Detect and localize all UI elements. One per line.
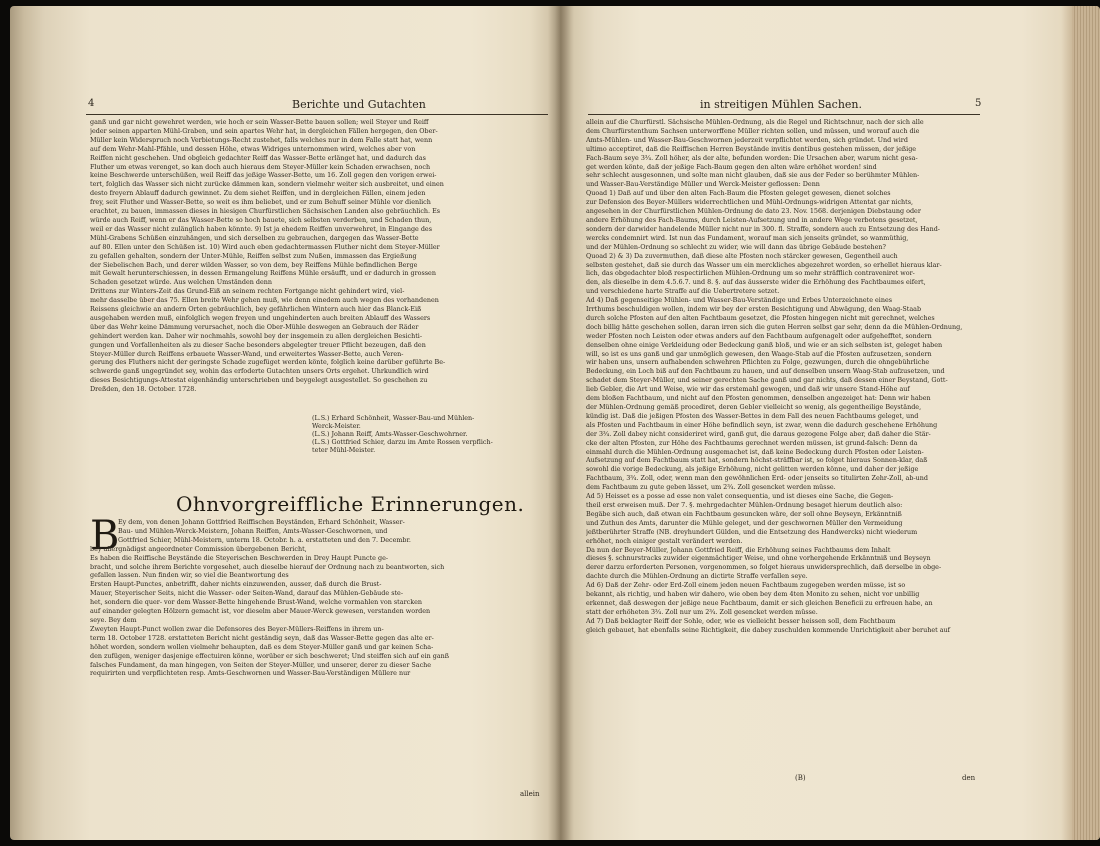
text-line: Fachtbaum, 3¾. Zoll, oder, wenn man den gewöhnlichen Erd- oder jenseits so titulirten Zehr-Zoll, ab-und (586, 474, 928, 483)
text-line: (L.S.) Gottfried Schier, darzu im Amte Rossen verpflich- (312, 438, 493, 446)
text-line: Schaden gesetzet würde. Aus welchen Umständen denn (90, 278, 273, 287)
right-catchword: den (962, 774, 976, 782)
text-line: Ersten Haupt-Punctes, anbetrifft, daher nichts einzuwenden, ausser, daß durch die Brust- (90, 580, 382, 589)
text-line: und der Mühlen-Ordnung so schlecht zu wider, wie will dann das übrige Gebäude bestehen? (586, 242, 886, 251)
right-body-text (586, 118, 982, 635)
text-line: Reiffen nicht geschehen. Und obgleich gedachter Reiff das Wasser-Bette erlänget hat, und dadurch das (90, 153, 426, 162)
text-line: Ad 4) Daß gegenseitige Mühlen- und Wasser-Bau-Verständige und Erbes Unterzeichnete eines (586, 296, 893, 305)
text-line: weil er das Wasser nicht zulänglich haben könnte. 9) Ist ja ehedem Reiffen unverwehret, in Eingange des (90, 224, 432, 233)
left-header-rule (86, 114, 548, 115)
text-line: der Mühlen-Ordnung gemäß procediret, deren Gebler vielleicht so wenig, als gegentheilige Beystände, (586, 403, 922, 411)
text-line: auf dem Wehr-Mahl-Pfähle, und dessen Höhe, etwas Widriges unternommen wird, welches aber von (90, 144, 416, 153)
text-line: denselben ohne einige Verkleidung oder Bedeckung ganß bloß, und wie er an sich selbsten ist, geleget haben (586, 340, 943, 349)
section-body-text (90, 513, 548, 678)
text-line: jeßtberührter Straffe (NB. dreyhundert Gülden, und die Entsetzung des Handwercks) nicht wiederum (586, 527, 918, 536)
text-line: Quoad 2) & 3) Da zuvermuthen, daß diese alte Pfosten noch stärcker gewesen, Gegentheil auch (586, 251, 898, 260)
text-line: dachte durch die Mühlen-Ordnung an dictirte Straffe verfallen seye. (586, 572, 808, 581)
text-line: der Siebelischen Bach, und derer wilden Wasser, so von dem, bey Reiffens Mühle befindlichen Berge (90, 260, 418, 269)
text-line: Werck-Meister. (312, 422, 361, 430)
text-line: Ey dem, von denen Johann Gottfried Reiffischen Beyständen, Erhard Schönheit, Wasser- (118, 518, 405, 526)
text-line: dieses Besichtigungs-Attestat eigenhändig unterschrieben und beygelegt ausgestellet. So geschehen zu (90, 376, 428, 385)
text-line: sowohl die vorige Bedeckung, als jeßige Erhöhung, nicht gelitten werden könne, und daher der jeßige (586, 465, 919, 474)
text-line: get werden könte, daß der jeßige Fach-Baum gegen den alten wäre erhöhet worden! sind (586, 162, 877, 171)
text-line: auf einander gelegten Hölzern gemacht ist, vor dieselm aber Mauer-Werck gewesen, verstanden worden (90, 607, 431, 616)
text-line: ausgehaben werden muß, einfolglich wegen freyen und ungehinderten auch breiten Ablauff des Wassers (90, 313, 431, 322)
text-line: schadet dem Steyer-Müller, und seiner gerechten Sache ganß und gar nichts, daß dessen einer Beystand, Gott- (586, 376, 948, 385)
text-line: mehr dasselbe über das 75. Ellen breite Wehr gehen muß, wie denn einedem auch wegen des vorhandenen (90, 296, 439, 305)
text-line: Ad 7) Daß beklagter Reiff der Sohle, oder, wie es vielleicht besser heissen soll, dem Fachtbaum (586, 616, 896, 625)
text-line: ganß und gar nicht gewehret werden, wie hoch er sein Wasser-Bette bauen sollen; weil Steyer und Reiff (90, 118, 429, 126)
text-line: und Wasser-Bau-Verständige Müller und Werck-Meister geflossen: Denn (586, 180, 820, 189)
text-line: theil erst erweisen muß. Der 7. §. mehrgedachter Mühlen-Ordnung besaget hierum deutlich also: (586, 500, 903, 509)
text-line: durch solche Pfosten auf den alten Fachtbaum gesetzet, die Pfosten hingegen nicht mit gerechnet, welches (586, 313, 935, 322)
text-line: seye. Bey dem (90, 615, 137, 624)
text-line: term 18. October 1728. erstatteten Bericht nicht geständig seyn, daß das Wasser-Bette gegen das alte er- (90, 633, 434, 642)
text-line: tert, folglich das Wasser sich nicht zurücke dämmen kan, sondern vielmehr weiter sich ausbreitet, und einen (90, 180, 444, 189)
text-line: Irrthums beschuldigen wollen, indem wir bey der ersten Besichtigung und Abwägung, den Waag-Staab (586, 305, 922, 314)
text-line: dem Fachtbaum zu gute geben lässet, um 2¾. Zoll gesencket werden müsse. (586, 483, 836, 492)
text-line: höhet worden, sondern wollen vielmehr behaupten, daß es dem Steyer-Müller ganß und gar keinen Scha- (90, 642, 434, 651)
text-line: Müller kein Widerspruch noch Verbietungs-Recht zustehet, falls welches nur in dem Falle statt hat, wenn (90, 135, 433, 144)
text-line: het, sondern die quer- vor dem Wasser-Bette hingehende Brust-Wand, welche vormahlen von starcken (90, 598, 422, 607)
text-line: wir haben uns, unsern aufhabenden schwehren Pflichten zu Folge, gezwungen, durch die ohngebührliche (586, 358, 930, 367)
text-line: den zufügen, weniger dasjenige effectuiren könne, worüber er sich beschweret; Und steiffen sich auf ein ganß (90, 651, 450, 660)
text-line: Quoad 1) Daß auf und über den alten Fach-Baum die Pfosten geleget gewesen, dienet solches (586, 189, 891, 198)
text-line: derer darzu erforderten Personen, vorgenommen, so folget hieraus unwidersprechlich, daß derselbe in obge- (586, 563, 942, 572)
text-line: andere Erhöhung des Fach-Baums, durch Leisten-Aufsetzung und in andere Wege verbotens gesetzet, (586, 215, 918, 224)
text-line: auf 80. Ellen unter den Schüßen ist. 10) Wird auch eben gedachtermassen Fluther nicht dem Steyer-Müller (90, 242, 440, 251)
text-line: würde auch Reiff, wenn er das Wasser-Bette so hoch bauete, sich selbsten verderben, und Schaden thun, (90, 215, 432, 224)
text-line: sehr schlecht ausgesonnen, und solte man nicht glauben, daß sie aus der Feder so berühmter Mühlen- (586, 171, 920, 180)
text-line: gefallen lassen. Nun finden wir, so viel die Beantwortung des (90, 571, 289, 580)
text-line: selbsten gestehet, daß sie durch das Wasser um ein merckliches abgezehret worden, so erhellet hieraus klar- (586, 260, 942, 269)
right-header-rule (588, 114, 980, 115)
page-edges (1072, 6, 1100, 840)
text-line: und Zuthun des Amts, darunter die Mühle geleget, und der geschwornen Müller den Vermeidung (586, 518, 903, 527)
text-line: Drittens zur Winters-Zeit das Grund-Eiß an seinem rechten Fortgange nicht gehindert wird, viel- (90, 287, 405, 296)
text-line: Ad 5) Heisset es a posse ad esse non valet consequentia, und ist dieses eine Sache, die Gegen- (586, 492, 894, 501)
text-line: keine Beschwerde unterschüßen, weil Reiff das jeßige Wasser-Bette, um 16. Zoll gegen den vorigen erwei- (90, 171, 437, 180)
text-line: lich, das obgedachter bloß respectirlichen Mühlen-Ordnung um so mehr sträfflich contraveniret wor- (586, 269, 915, 278)
text-line: falsches Fundament, da man hingegen, von Seiten der Steyer-Müller, und unserer, derer zu dieser Sache (90, 660, 432, 669)
text-line: (L.S.) Johann Reiff, Amts-Wasser-Geschwohrner. (312, 430, 468, 438)
text-line: Fluther um etwas verenget, so kan doch auch hieraus dem Steyer-Müller kein Schaden erwachsen, noch (90, 162, 431, 171)
text-line: Reissens gleichwie an andern Orten gebräuchlich, bey gefährlichen Wintern auch hier das Blanck-Eiß (90, 305, 422, 314)
left-running-head: Berichte und Gutachten (292, 98, 426, 111)
text-line: weder Pfosten noch Leisten oder etwas anders auf den Fachtbaum aufgenagelt oder aufgehefftet, sondern (586, 331, 932, 340)
text-line: der 3¾. Zoll dabey nicht consideriret wird, ganß gut, die daraus gezogene Folge aber, daß daher die Stär- (586, 429, 931, 438)
text-line: gleich gebauet, hat ebenfalls seine Richtigkeit, die dabey zuschulden kommende Unrichtigkeit aber beruhet auf (586, 625, 951, 634)
text-line: erhöhet, noch einiger gestalt verändert werden. (586, 536, 743, 545)
text-line: Zweyten Haupt-Punct wollen zwar die Defensores des Beyer-Müllers-Reiffens in ihrem un- (90, 624, 384, 633)
text-line: zur Defension des Beyer-Müllers widerrechtlichen und Mühl-Ordnungs-widrigen Attentat gar nichts, (586, 198, 914, 207)
text-line: Begäbe sich auch, daß etwan ein Fachtbaum gesuncken wäre, der soll ohne Beyseyn, Erkänntniß (586, 509, 902, 518)
text-line: Es haben die Reiffische Beystände die Steyerischen Beschwerden in Drey Haupt Puncte ge- (90, 553, 389, 562)
text-line: angesehen in der Churfürstlichen Mühlen-Ordnung de dato 23. Nov. 1568. derjenigen Diebstaung oder (586, 207, 921, 216)
text-line: gerung des Fluthers nicht der geringste Schade zugefüget werden könte, folglich keine darüber geführte Be- (90, 358, 446, 367)
text-line: cke der alten Pfosten, zur Höhe des Fachtbaums gerechnet werden müssen, ist grund-falsch: Denn da (586, 438, 918, 447)
text-line: ultimo acceptiret, daß die Reiffischen Herren Beystände invitis dentibus gestehen müssen, der jeßige (586, 144, 917, 153)
text-line: bracht, und solche ihrem Berichte vorgesehet, auch dieselbe hierauf der Ordnung nach zu beantworten, sich (90, 562, 445, 571)
text-line: (L.S.) Erhard Schönheit, Wasser-Bau-und Mühlen- (312, 414, 475, 422)
text-line: einmahl durch die Mühlen-Ordnung ausgemachet ist, daß keine Bedeckung durch Pfosten oder Leisten- (586, 447, 924, 456)
text-line: doch billig hätte geschehen sollen, daran irren sich die guten Herren selbst gar sehr, denn da die Mühlen-Ordnung, (586, 322, 963, 331)
text-line: bey allergnädigst angeordneter Commission übergebenen Bericht, (90, 544, 307, 553)
right-running-head: in streitigen Mühlen Sachen. (700, 98, 862, 111)
text-line: dieses §. schnurstracks zuwider eigenmächtiger Weise, und ohne vorhergehende Erkänntniß und Beyseyn (586, 554, 931, 563)
text-line: Da nun der Beyer-Müller, Johann Gottfried Reiff, die Erhöhung seines Fachtbaums dem Inhalt (586, 545, 891, 554)
signature-mark: (B) (795, 774, 806, 782)
drop-cap: B (90, 513, 120, 559)
text-line: erkennet, daß deswegen der jeßige neue Fachtbaum, damit er sich gleichen Beneficii zu erfreuen habe, an (586, 598, 933, 607)
text-line: bekannt, als richtig, und haben wir dahero, wie oben bey dem 4ten Monito zu sehen, nicht vor unbillig (586, 590, 920, 599)
text-line: dem bloßen Fachtbaum, und nicht auf den Pfosten genommen, denselben angezeiget hat: Denn wir haben (586, 394, 931, 403)
text-line: gehindert werden kan. Daher wir nochmahls, sowohl bey der insgemein zu allen dergleichen Besichti- (90, 331, 422, 340)
text-line: als Pfosten und Fachtbaum in einer Höhe befindlich seyn, ist zwar, wenn die dadurch geschehene Erhöhung (586, 420, 938, 429)
text-line: will, so ist es uns ganß und gar unmöglich gewesen, den Waage-Stab auf die Pfosten aufzusetzen, sondern (586, 349, 932, 358)
text-line: erachtet, zu bauen, immassen dieses in hiesigen Churfürstlichen Sächsischen Landen also gebräuchlich. Es (90, 207, 441, 216)
text-line: lieb Gebler, die Art und Weise, wie wir das erstemahl gewogen, und daß wir unsere Stand-Höhe auf (586, 385, 910, 394)
text-line: mit Gewalt herunterschiessen, in dessen Ermangelung Reiffens Mühle ersäufft, und er dadurch in grossen (90, 269, 436, 278)
left-page-number: 4 (88, 98, 95, 109)
text-line: Gottfried Schier, Mühl-Meistern, unterm 18. Octobr. h. a. erstatteten und den 7. Decembr. (118, 535, 411, 544)
text-line: dem Churfürstenthum Sachsen unterworffene Müller richten sollen, und müssen, und worauf auch die (586, 126, 920, 135)
text-line: und verschiedene harte Straffe auf die Uebertretere setzet. (586, 287, 780, 296)
text-line: jeder seinen apparten Mühl-Graben, und sein apartes Wehr hat, in dergleichen Fällen hergegen, den Ober- (90, 126, 438, 135)
signature-block (312, 414, 548, 454)
book-gutter (548, 6, 574, 840)
text-line: Ad 6) Daß der Zehr- oder Erd-Zoll einem jeden neuen Fachtbaum zugegeben werden müsse, ist so (586, 581, 906, 590)
section-title: Ohnvorgreiffliche Erinnerungen. (176, 492, 525, 516)
left-body-text (90, 118, 548, 394)
text-line: Aufsetzung auf dem Fachtbaum statt hat, sondern höchst-sträffbar ist, so folget hieraus Sonnen-klar, daß (586, 456, 928, 465)
text-line: Steyer-Müller durch Reiffens erbauete Wasser-Wand, und erweitertes Wasser-Bette, auch Veren- (90, 349, 404, 358)
right-page-number: 5 (975, 98, 982, 109)
text-line: kündig ist. Daß die jeßigen Pfosten des Wasser-Bettes in dem Fall des neuen Fachtbaums geleget, und (586, 411, 919, 420)
text-line: requirirten und verpflichteten resp. Amts-Geschwornen und Wasser-Bau-Verständigen Müllere nur (90, 669, 411, 678)
text-line: über das Wehr keine Dämmung verursachet, noch die Ober-Mühle deswegen an Gebrauch der Räder (90, 322, 419, 331)
text-line: Dreßden, den 18. October. 1728. (90, 385, 197, 394)
text-line: Bedeckung, ein Loch biß auf den Fachtbaum zu hauen, und auf denselben unsern Waag-Stab aufzusetzen, und (586, 367, 945, 376)
text-line: Mauer, Steyerischer Seits, nicht die Wasser- oder Seiten-Wand, darauf das Mühlen-Gebäude ste- (90, 589, 403, 598)
text-line: Bau- und Mühlen-Werck-Meistern, Johann Reiffen, Amts-Wasser-Geschwornen, und (118, 526, 388, 535)
text-line: frey, seit Fluther und Wasser-Bette, so weit es ihm beliebet, und er zum Behuff seiner Mühle vor dienlich (90, 198, 431, 207)
text-line: wercks condemnirt wird. Ist nun das Fundament, worauf man sich jenseits gründet, so wanmüthig, (586, 233, 909, 242)
text-line: sondern der darwider handelende Müller nicht nur in 300. fl. Straffe, sondern auch zu Entsetzung des Hand- (586, 224, 940, 233)
text-line: desto freyern Ablauff dadurch gewinnet. Zu dem siehet Reiffen, und in dergleichen Fällen, einem jeden (90, 189, 426, 198)
text-line: zu gefallen gehalten, sondern der Unter-Mühle, Reiffen selbst zum Nußen, immassen das Ergießung (90, 251, 417, 260)
text-line: teter Mühl-Meister. (312, 446, 376, 454)
text-line: statt der erhöheten 3¾. Zoll nur um 2¾. Zoll gesencket werden müsse. (586, 607, 818, 616)
text-line: Amts-Mühlen- und Wasser-Bau-Geschwornen jederzeit verpflichtet werden, sich gründet. Und wird (586, 135, 908, 144)
text-line: allein auf die Churfürstl. Sächsische Mühlen-Ordnung, als die Regel und Richtschnur, nach der sich alle (586, 118, 924, 126)
text-line: gungen und Vorfallenheiten als zu dieser Sache besonders abgelegter treuer Pflicht bezeugen, daß den (90, 340, 426, 349)
text-line: schwerde ganß ungegründet sey, wohin das erfoderte Gutachten unsers Orts ergehet. Uhrkundlich wird (90, 367, 429, 376)
text-line: Mühl-Grabens Schüßen einzuhängen, und sich derselben zu gebrauchen, dargegen das Wasser-Bette (90, 233, 419, 242)
text-line: Fach-Baum seye 3¾. Zoll höher, als der alte, befunden worden: Die Ursachen aber, warum nicht gesa- (586, 153, 918, 162)
text-line: den, als dieselbe in dem 4.5.6.7. und 8. §. auf das äusserste wider die Erhöhung des Fachtbaumes eifert, (586, 278, 926, 287)
left-catchword: allein (520, 790, 540, 798)
